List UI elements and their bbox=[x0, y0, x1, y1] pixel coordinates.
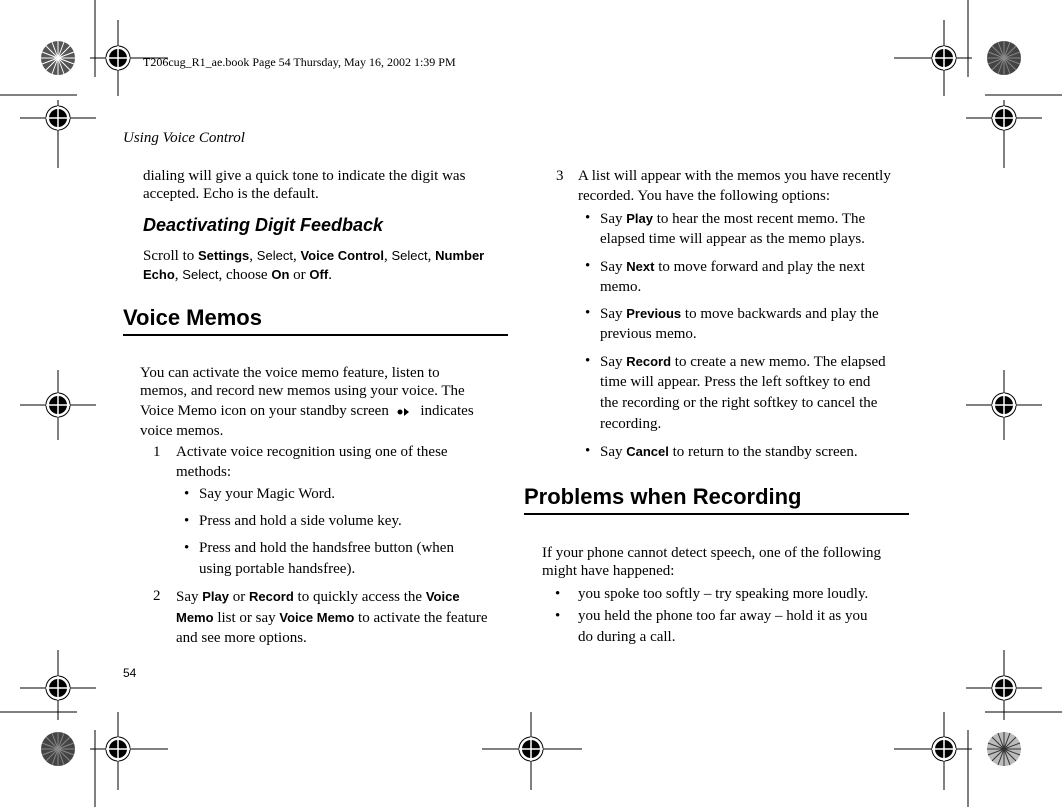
menu-number: Number bbox=[435, 248, 485, 263]
section-title-voice-memos: Voice Memos bbox=[123, 305, 262, 330]
option-cancel-line-1: Say Cancel to return to the standby screen. bbox=[600, 444, 858, 460]
option-record-line-3: the recording or the right softkey to cancel the bbox=[600, 395, 878, 411]
option-off: Off bbox=[309, 267, 329, 282]
problems-p1: If your phone cannot detect speech, one of the following bbox=[542, 545, 882, 561]
step-1-text-b: methods: bbox=[176, 464, 231, 480]
bullet: • bbox=[184, 540, 190, 556]
registration-mark-icon bbox=[106, 737, 130, 761]
step-2-number: 2 bbox=[153, 588, 161, 604]
softkey-select: Select bbox=[182, 267, 219, 282]
registration-mark-icon bbox=[992, 393, 1016, 417]
deactivating-instructions-line-1: Scroll to Settings, Select, Voice Control, Select, Number bbox=[143, 248, 485, 264]
section-rule bbox=[123, 334, 508, 336]
menu-voice-control: Voice Control bbox=[300, 248, 384, 263]
method-bullet-3: Press and hold the handsfree button (when bbox=[199, 540, 454, 556]
starburst-icon bbox=[41, 41, 75, 75]
running-head: Using Voice Control bbox=[123, 130, 245, 146]
step-1-number: 1 bbox=[153, 444, 161, 460]
option-previous-line-2: previous memo. bbox=[600, 326, 697, 342]
bullet: • bbox=[555, 608, 561, 624]
step-2-line-3: and see more options. bbox=[176, 630, 307, 646]
starburst-icon bbox=[41, 732, 75, 766]
menu-settings: Settings bbox=[198, 248, 250, 263]
softkey-select: Select bbox=[256, 248, 293, 263]
voice-memos-p4: voice memos. bbox=[140, 423, 224, 439]
bullet: • bbox=[585, 210, 591, 226]
problems-p2: might have happened: bbox=[542, 563, 675, 579]
starburst-icon bbox=[987, 732, 1021, 766]
bullet: • bbox=[184, 486, 190, 502]
step-3-text-b: recorded. You have the following options: bbox=[578, 188, 831, 204]
step-3-number: 3 bbox=[556, 168, 564, 184]
registration-mark-icon bbox=[519, 737, 543, 761]
bullet: • bbox=[184, 513, 190, 529]
step-2-line-2: Memo list or say Voice Memo to activate the feature bbox=[176, 610, 488, 626]
voice-memos-p1: You can activate the voice memo feature, listen to bbox=[140, 365, 440, 381]
bullet: • bbox=[585, 443, 591, 459]
section-rule bbox=[524, 513, 909, 515]
option-play-line-1: Say Play to hear the most recent memo. The bbox=[600, 211, 866, 227]
problem-bullet-1: you spoke too softly – try speaking more loudly. bbox=[578, 586, 869, 602]
bullet: • bbox=[585, 305, 591, 321]
registration-mark-icon bbox=[106, 46, 130, 70]
option-next-line-2: memo. bbox=[600, 279, 642, 295]
option-on: On bbox=[271, 267, 290, 282]
method-bullet-3-cont: using portable handsfree). bbox=[199, 561, 356, 577]
option-record-line-2: time will appear. Press the left softkey to end bbox=[600, 374, 871, 390]
registration-mark-icon bbox=[46, 106, 70, 130]
registration-mark-icon bbox=[46, 676, 70, 700]
voice-memos-p3: Voice Memo icon on your standby screen indicates bbox=[140, 403, 474, 419]
page-number: 54 bbox=[123, 666, 137, 680]
registration-mark-icon bbox=[932, 46, 956, 70]
softkey-select: Select bbox=[391, 248, 428, 263]
intro-line-1: dialing will give a quick tone to indicate the digit was bbox=[143, 168, 466, 184]
step-3-text-a: A list will appear with the memos you have recently bbox=[578, 168, 891, 184]
deactivating-heading: Deactivating Digit Feedback bbox=[143, 215, 384, 235]
deactivating-instructions-line-2: Echo, Select, choose On or Off. bbox=[143, 267, 332, 283]
menu-echo: Echo bbox=[143, 267, 175, 282]
registration-mark-icon bbox=[46, 393, 70, 417]
intro-line-2: accepted. Echo is the default. bbox=[143, 186, 319, 202]
step-1-text-a: Activate voice recognition using one of these bbox=[176, 444, 448, 460]
registration-mark-icon bbox=[992, 676, 1016, 700]
option-previous-line-1: Say Previous to move backwards and play the bbox=[600, 306, 879, 322]
voice-memos-p2: memos, and record new memos using your voice. The bbox=[140, 383, 465, 399]
step-2-line-1: Say Play or Record to quickly access the Voice bbox=[176, 589, 460, 605]
bullet: • bbox=[585, 353, 591, 369]
file-info: T206cug_R1_ae.book Page 54 Thursday, May 16, 2002 1:39 PM bbox=[143, 55, 456, 69]
bullet: • bbox=[585, 258, 591, 274]
option-play-line-2: elapsed time will appear as the memo plays. bbox=[600, 231, 865, 247]
registration-mark-icon bbox=[992, 106, 1016, 130]
bullet: • bbox=[555, 586, 561, 602]
method-bullet-1: Say your Magic Word. bbox=[199, 486, 335, 502]
voice-memo-icon bbox=[397, 406, 411, 418]
option-next-line-1: Say Next to move forward and play the next bbox=[600, 259, 865, 275]
problem-bullet-2: you held the phone too far away – hold it as you bbox=[578, 608, 868, 624]
method-bullet-2: Press and hold a side volume key. bbox=[199, 513, 402, 529]
section-title-problems: Problems when Recording bbox=[524, 484, 802, 509]
option-record-line-1: Say Record to create a new memo. The elapsed bbox=[600, 354, 886, 370]
registration-mark-icon bbox=[932, 737, 956, 761]
problem-bullet-2-cont: do during a call. bbox=[578, 629, 676, 645]
option-record-line-4: recording. bbox=[600, 416, 662, 432]
starburst-icon bbox=[987, 41, 1021, 75]
